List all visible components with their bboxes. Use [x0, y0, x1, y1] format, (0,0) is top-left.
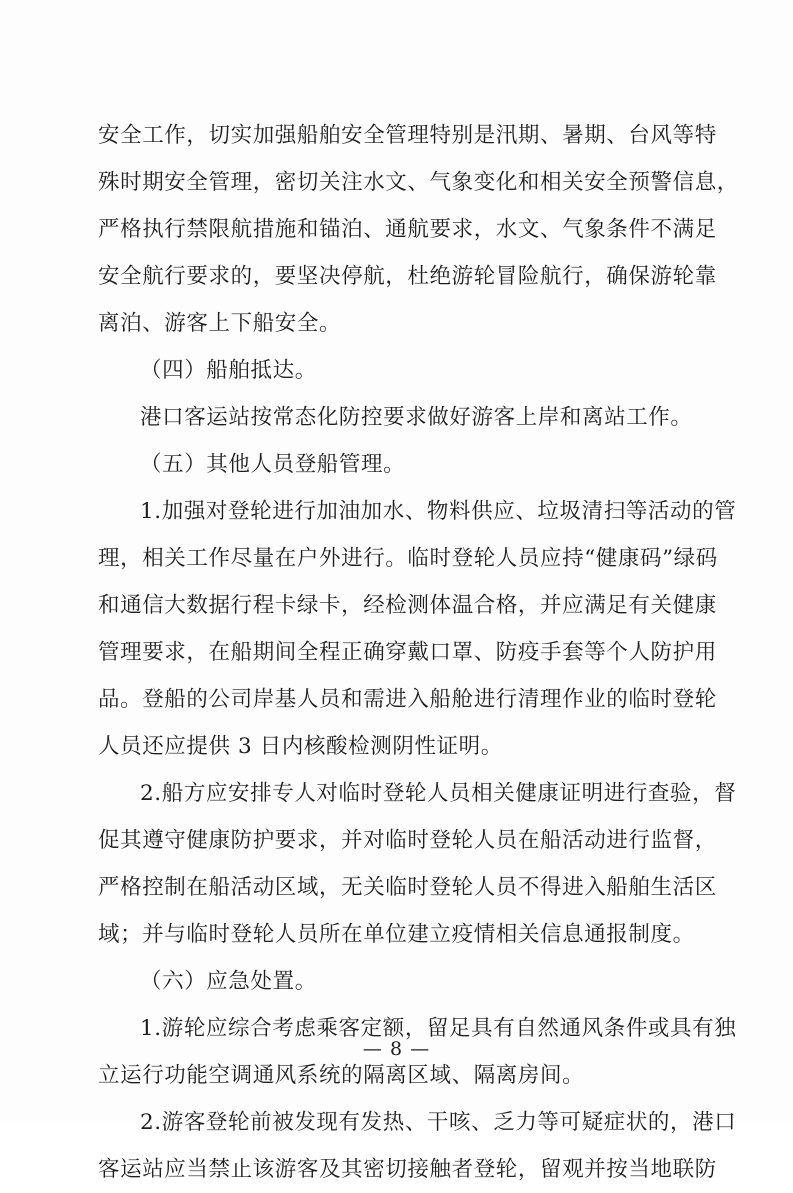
- text-line: 立运行功能空调通风系统的隔离区域、隔离房间。: [98, 1063, 585, 1088]
- text-line: 殊时期安全管理，密切关注水文、气象变化和相关安全预警信息，: [98, 170, 739, 195]
- text-line: 严格控制在船活动区域，无关临时登轮人员不得进入船舶生活区: [98, 875, 717, 900]
- text-line: 和通信大数据行程卡绿卡，经检测体温合格，并应满足有关健康: [98, 593, 717, 618]
- text-line: 安全航行要求的，要坚决停航，杜绝游轮冒险航行，确保游轮靠: [98, 264, 717, 289]
- text-line: 品。登船的公司岸基人员和需进入船舱进行清理作业的临时登轮: [98, 687, 717, 712]
- text-line: 管理要求，在船期间全程正确穿戴口罩、防疫手套等个人防护用: [98, 640, 717, 665]
- text-line: 客运站应当禁止该游客及其密切接触者登轮，留观并按当地联防: [98, 1157, 717, 1182]
- text-line: 理，相关工作尽量在户外进行。临时登轮人员应持“健康码”绿码: [98, 546, 718, 571]
- body-text: [98, 112, 739, 1193]
- text-line: 2.船方应安排专人对临时登轮人员相关健康证明进行查验，督: [140, 781, 737, 806]
- text-line: 2.游客登轮前被发现有发热、干咳、乏力等可疑症状的，港口: [140, 1110, 737, 1135]
- text-line: 港口客运站按常态化防控要求做好游客上岸和离站工作。: [140, 405, 693, 430]
- text-line: 域；并与临时登轮人员所在单位建立疫情相关信息通报制度。: [98, 922, 695, 947]
- text-line: 离泊、游客上下船安全。: [98, 311, 342, 336]
- text-line: 1.加强对登轮进行加油加水、物料供应、垃圾清扫等活动的管: [140, 499, 737, 524]
- section-heading: （五）其他人员登船管理。: [140, 452, 406, 477]
- text-line: 促其遵守健康防护要求，并对临时登轮人员在船活动进行监督，: [98, 828, 717, 853]
- text-line: 1.游轮应综合考虑乘客定额，留足具有自然通风条件或具有独: [140, 1016, 737, 1041]
- text-line: 人员还应提供 3 日内核酸检测阴性证明。: [98, 734, 503, 759]
- text-line: 安全工作，切实加强船舶安全管理特别是汛期、暑期、台风等特: [98, 123, 717, 148]
- page-number: — 8 —: [362, 1038, 431, 1060]
- text-line: 严格执行禁限航措施和锚泊、通航要求，水文、气象条件不满足: [98, 217, 717, 242]
- section-heading: （六）应急处置。: [140, 969, 317, 994]
- section-heading: （四）船舶抵达。: [140, 358, 317, 383]
